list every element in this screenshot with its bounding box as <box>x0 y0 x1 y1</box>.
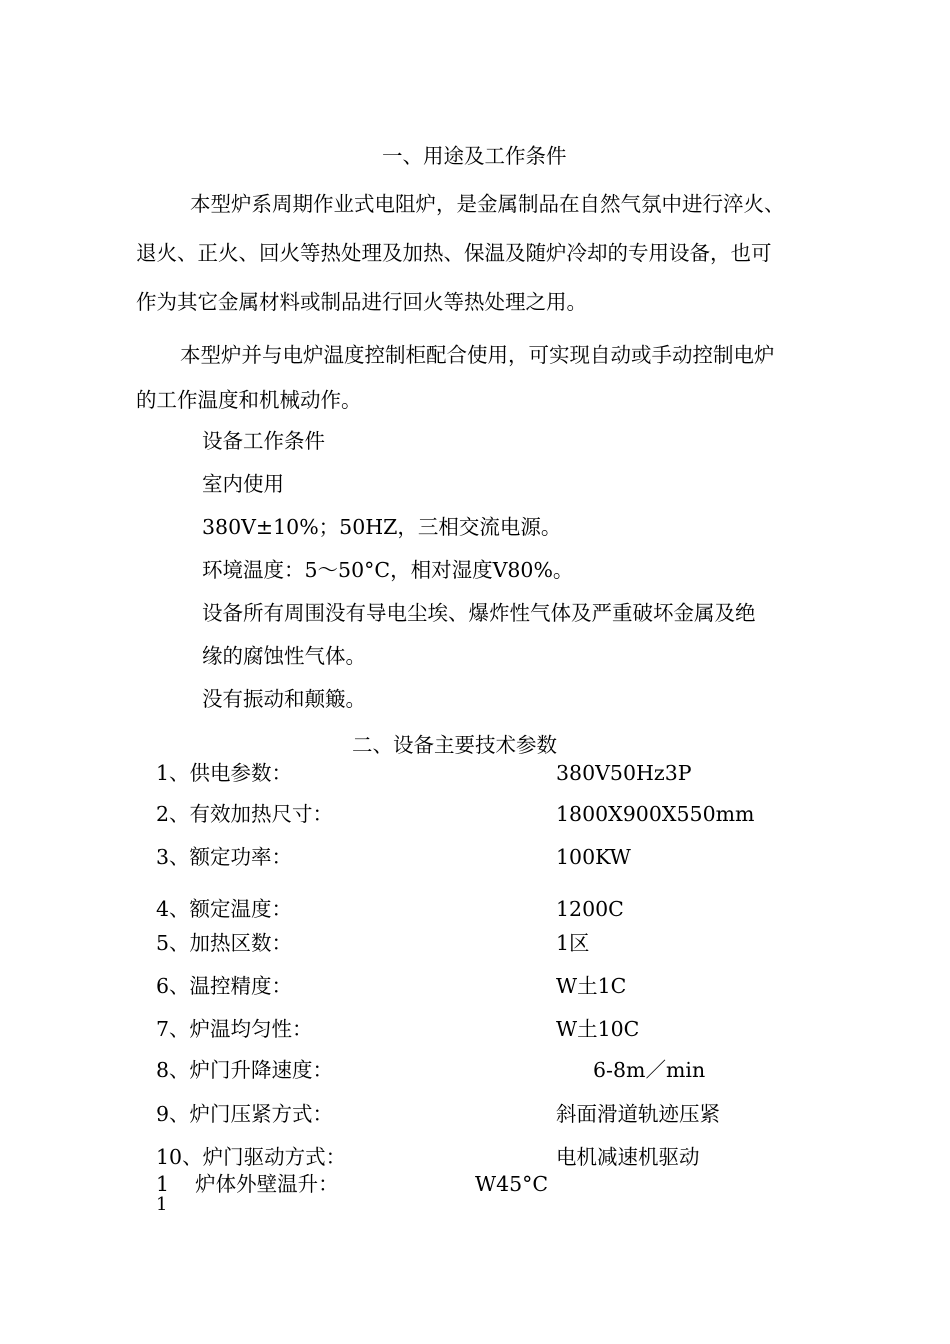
param-value: 电机减速机驱动 <box>556 1145 700 1169</box>
param-value: W土10C <box>556 1017 640 1041</box>
paragraph-line: 退火、正火、回火等热处理及加热、保温及随炉冷却的专用设备，也可 <box>136 241 772 265</box>
paragraph-line: 的工作温度和机械动作。 <box>136 388 362 412</box>
section-heading-params: 二、设备主要技术参数 <box>352 733 557 757</box>
param-label: 8、炉门升降速度： <box>156 1058 334 1082</box>
param-value: 380V50Hz3P <box>556 761 692 785</box>
paragraph-line: 作为其它金属材料或制品进行回火等热处理之用。 <box>136 290 587 314</box>
param-value: 1200C <box>556 897 624 921</box>
param-label: 3、额定功率： <box>156 845 293 869</box>
param-label: 10、炉门驱动方式： <box>156 1145 347 1169</box>
param-label: 4、额定温度： <box>156 897 293 921</box>
param-value: 1区 <box>556 931 590 955</box>
conditions-title: 设备工作条件 <box>202 429 325 453</box>
param-label: 5、加热区数： <box>156 931 293 955</box>
trailing-mark: 1 <box>156 1194 168 1215</box>
section-heading-usage: 一、用途及工作条件 <box>382 144 567 168</box>
param-value: W45°C <box>475 1172 549 1196</box>
param-label: 9、炉门压紧方式： <box>156 1102 334 1126</box>
condition-item: 环境温度：5〜50°C，相对湿度V80%。 <box>202 558 574 582</box>
param-value: 6-8m／min <box>593 1058 706 1082</box>
param-label: 1、供电参数： <box>156 761 293 785</box>
condition-item: 室内使用 <box>202 472 284 496</box>
param-label: 2、有效加热尺寸： <box>156 802 334 826</box>
param-value: 1800X900X550mm <box>556 802 755 826</box>
param-label: 6、温控精度： <box>156 974 293 998</box>
param-value: W土1C <box>556 974 627 998</box>
condition-item: 设备所有周围没有导电尘埃、爆炸性气体及严重破坏金属及绝 <box>202 601 756 625</box>
param-value: 斜面滑道轨迹压紧 <box>556 1102 720 1126</box>
param-label: 1 炉体外壁温升： <box>156 1172 339 1196</box>
condition-item: 380V±10%；50HZ，三相交流电源。 <box>202 515 562 539</box>
paragraph-line: 本型炉并与电炉温度控制柜配合使用，可实现自动或手动控制电炉 <box>180 343 775 367</box>
param-label: 7、炉温均匀性： <box>156 1017 313 1041</box>
param-value: 100KW <box>556 845 631 869</box>
condition-item: 没有振动和颠簸。 <box>202 687 366 711</box>
condition-item: 缘的腐蚀性气体。 <box>202 644 366 668</box>
paragraph-line: 本型炉系周期作业式电阻炉，是金属制品在自然气氛中进行淬火、 <box>190 192 785 216</box>
